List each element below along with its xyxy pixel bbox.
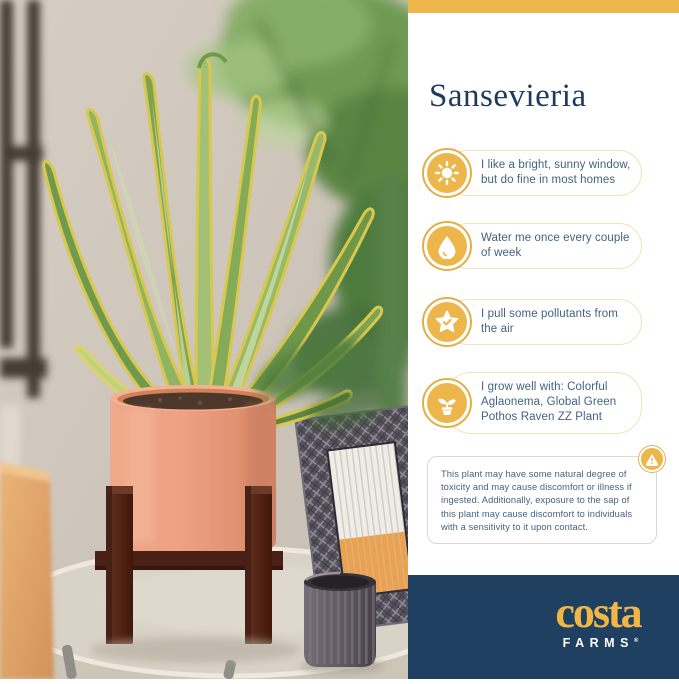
feature-water-pill — [445, 223, 642, 269]
feature-light-text: I like a bright, sunny window, but do fine in most homes — [481, 158, 631, 186]
feature-air-pill — [445, 299, 642, 345]
ribbed-cup — [300, 573, 384, 674]
registered-mark: ® — [633, 637, 639, 644]
stand-shadow — [90, 637, 300, 663]
feature-air — [422, 297, 667, 347]
feature-light-pill — [445, 150, 642, 196]
alert-icon — [639, 446, 665, 472]
feature-companions-pill — [445, 372, 642, 434]
feature-light — [422, 148, 667, 198]
star-icon — [422, 297, 472, 347]
toxicity-warning-box — [427, 456, 657, 544]
brand-footer — [408, 575, 679, 679]
sun-icon — [422, 148, 472, 198]
feature-companions-text: I grow well with: Colorful Aglaonema, Global Green Pothos Raven ZZ Plant — [481, 381, 617, 424]
tan-cabinet — [0, 462, 54, 679]
feature-water — [422, 221, 667, 271]
feature-air-text: I pull some pollutants from the air — [481, 307, 618, 335]
plant-title: Sansevieria — [429, 78, 587, 114]
toxicity-warning-text: This plant may have some natural degree of toxicity and may cause discomfort or illness if ingested. Additionally, exposure to the sap of this plant may cause discomfort to individuals with a sensitivity to it upon contact. — [441, 469, 633, 532]
plant-icon — [422, 378, 472, 428]
brand-sub: FARMS® — [562, 636, 639, 650]
feature-companions — [422, 372, 667, 434]
water-drop-icon — [422, 221, 472, 271]
brand-name: costa — [555, 588, 641, 637]
costa-farms-logo — [536, 588, 660, 650]
feature-water-text: Water me once every couple of week — [481, 231, 630, 259]
accent-top-bar — [408, 0, 679, 13]
info-panel — [408, 0, 679, 679]
